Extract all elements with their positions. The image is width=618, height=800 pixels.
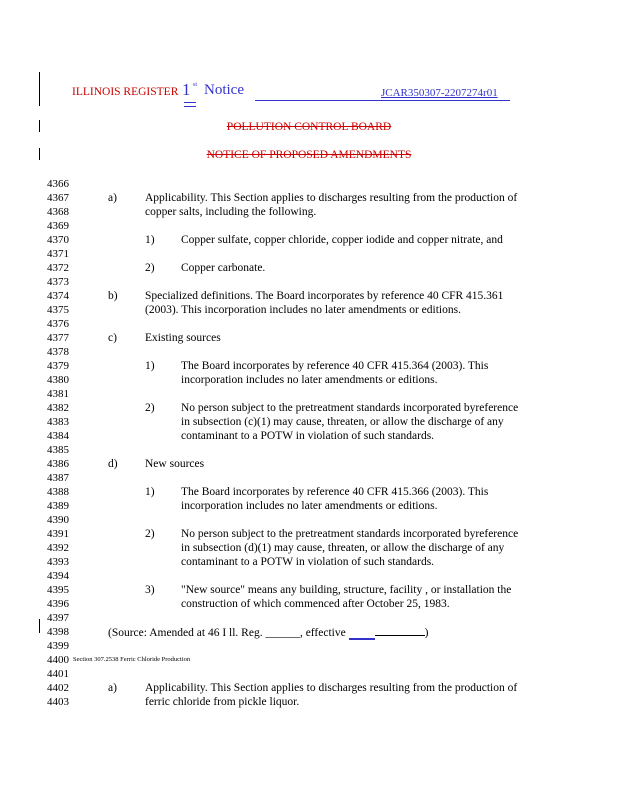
body-text: (2003). This incorporation includes no later amendments or editions. bbox=[145, 304, 461, 316]
line-number: 4374 bbox=[47, 290, 69, 302]
revision-bar bbox=[39, 619, 40, 633]
line-number: 4386 bbox=[47, 458, 69, 470]
document-code: JCAR350307-2207274r01 bbox=[381, 87, 498, 99]
line-number: 4369 bbox=[47, 220, 69, 232]
line-number: 4375 bbox=[47, 304, 69, 316]
body-text: Applicability. This Section applies to discharges resulting from the production of bbox=[145, 192, 518, 204]
line-number: 4398 bbox=[47, 626, 69, 638]
line-number: 4367 bbox=[47, 192, 69, 204]
effective-date-line bbox=[375, 625, 425, 636]
line-number: 4376 bbox=[47, 318, 69, 330]
source-close: ) bbox=[424, 627, 429, 639]
notice-label: Notice bbox=[204, 82, 244, 98]
line-number: 4399 bbox=[47, 640, 69, 652]
item-label: 2) bbox=[145, 402, 155, 414]
page-number: 1 bbox=[182, 80, 191, 99]
body-text: No person subject to the pretreatment standards incorporated byreference bbox=[181, 528, 519, 540]
line-number: 4366 bbox=[47, 178, 69, 190]
body-text: Applicability. This Section applies to discharges resulting from the production of bbox=[145, 682, 518, 694]
subsection-label: a) bbox=[108, 192, 117, 204]
body-text: New sources bbox=[145, 458, 205, 470]
line-number: 4389 bbox=[47, 500, 69, 512]
line-number: 4372 bbox=[47, 262, 69, 274]
page-number-suffix: st bbox=[193, 82, 198, 88]
body-text: The Board incorporates by reference 40 CFR 415.364 (2003). This bbox=[181, 360, 489, 372]
source-note bbox=[108, 625, 428, 640]
item-label: 3) bbox=[145, 584, 155, 596]
subsection-label: a) bbox=[108, 682, 117, 694]
line-number: 4390 bbox=[47, 514, 69, 526]
revision-bar bbox=[39, 72, 40, 106]
body-text: ferric chloride from pickle liquor. bbox=[145, 696, 300, 708]
line-number: 4403 bbox=[47, 696, 69, 708]
line-number: 4393 bbox=[47, 556, 69, 568]
line-number: 4391 bbox=[47, 528, 69, 540]
line-number: 4378 bbox=[47, 346, 69, 358]
item-label: 2) bbox=[145, 262, 155, 274]
subsection-label: b) bbox=[108, 290, 118, 302]
line-number: 4381 bbox=[47, 388, 69, 400]
body-text: contaminant to a POTW in violation of such standards. bbox=[181, 556, 435, 568]
body-text: in subsection (d)(1) may cause, threaten, or allow the discharge of any bbox=[181, 542, 505, 554]
body-text: The Board incorporates by reference 40 CFR 415.366 (2003). This bbox=[181, 486, 489, 498]
section-heading: Section 307.2538 Ferric Chloride Production bbox=[73, 656, 191, 663]
notice-title: NOTICE OF PROPOSED AMENDMENTS bbox=[206, 149, 412, 161]
line-number: 4379 bbox=[47, 360, 69, 372]
line-number: 4380 bbox=[47, 374, 69, 386]
insert-mark bbox=[184, 102, 196, 103]
line-number: 4397 bbox=[47, 612, 69, 624]
line-number: 4388 bbox=[47, 486, 69, 498]
line-number: 4370 bbox=[47, 234, 69, 246]
body-text: incorporation includes no later amendments or editions. bbox=[181, 374, 438, 386]
body-text: Existing sources bbox=[145, 332, 221, 344]
line-number: 4401 bbox=[47, 668, 69, 680]
line-number: 4394 bbox=[47, 570, 69, 582]
insert-mark bbox=[184, 106, 196, 107]
line-number: 4368 bbox=[47, 206, 69, 218]
line-number: 4385 bbox=[47, 444, 69, 456]
line-number: 4396 bbox=[47, 598, 69, 610]
body-text: incorporation includes no later amendments or editions. bbox=[181, 500, 438, 512]
body-text: "New source" means any building, structure, facility , or installation the bbox=[181, 584, 512, 596]
page-header bbox=[72, 82, 522, 112]
item-label: 2) bbox=[145, 528, 155, 540]
body-text: No person subject to the pretreatment standards incorporated byreference bbox=[181, 402, 519, 414]
line-number: 4371 bbox=[47, 248, 69, 260]
line-number: 4395 bbox=[47, 584, 69, 596]
register-name: ILLINOIS REGISTER bbox=[72, 86, 179, 98]
line-number: 4383 bbox=[47, 416, 69, 428]
header-rule bbox=[255, 100, 510, 101]
body-text: contaminant to a POTW in violation of such standards. bbox=[181, 430, 435, 442]
body-text: copper salts, including the following. bbox=[145, 206, 317, 218]
body-text: construction of which commenced after October 25, 1983. bbox=[181, 598, 450, 610]
line-number: 4382 bbox=[47, 402, 69, 414]
line-number: 4392 bbox=[47, 542, 69, 554]
item-label: 1) bbox=[145, 360, 155, 372]
line-number: 4373 bbox=[47, 276, 69, 288]
body-text: in subsection (c)(1) may cause, threaten, or allow the discharge of any bbox=[181, 416, 504, 428]
effective-date-blank bbox=[349, 628, 375, 640]
line-number: 4387 bbox=[47, 472, 69, 484]
line-number: 4384 bbox=[47, 430, 69, 442]
board-title: POLLUTION CONTROL BOARD bbox=[226, 121, 392, 133]
line-number: 4377 bbox=[47, 332, 69, 344]
source-text: (Source: Amended at 46 I ll. Reg. ______, effective bbox=[108, 627, 349, 639]
body-text: Copper sulfate, copper chloride, copper iodide and copper nitrate, and bbox=[181, 234, 503, 246]
subsection-label: d) bbox=[108, 458, 118, 470]
item-label: 1) bbox=[145, 486, 155, 498]
line-number: 4400 bbox=[47, 654, 69, 666]
subsection-label: c) bbox=[108, 332, 117, 344]
line-number: 4402 bbox=[47, 682, 69, 694]
body-text: Copper carbonate. bbox=[181, 262, 266, 274]
item-label: 1) bbox=[145, 234, 155, 246]
body-text: Specialized definitions. The Board incorporates by reference 40 CFR 415.361 bbox=[145, 290, 504, 302]
